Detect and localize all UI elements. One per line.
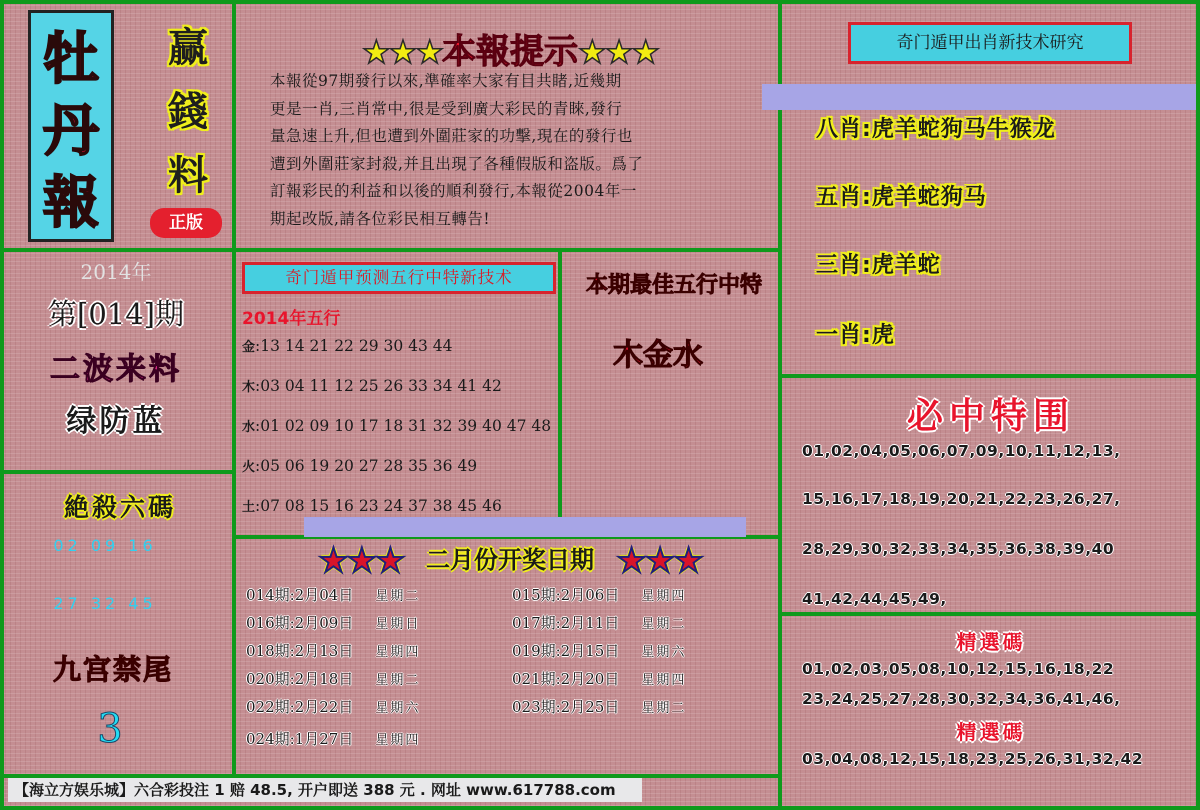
wuxing-row-numbers: :01 02 09 10 17 18 31 32 39 40 47 48 [255, 417, 552, 435]
wuxing-row-label: 木 [242, 380, 256, 395]
wuxing-row [242, 496, 502, 515]
wave-value: 绿防蓝 [66, 404, 166, 439]
wuxing-row-numbers: :13 14 21 22 29 30 43 44 [255, 337, 453, 355]
divider-left-1 [0, 470, 234, 474]
side-char-3: 料 [168, 152, 208, 199]
wuxing-row [242, 376, 502, 395]
divider-right-2 [780, 612, 1200, 616]
palace-tail-title: 九宫禁尾 [52, 653, 173, 686]
wuxing-row-numbers: :05 06 19 20 27 28 35 36 49 [255, 457, 478, 475]
divider-right-1 [780, 374, 1200, 378]
notice-body [270, 68, 772, 233]
draw-dates-title: 二月份开奖日期 [426, 546, 594, 574]
draw-date-entry: 020期:2月18日 星期二 [246, 670, 421, 688]
special-circle-title: 必中特围 [906, 396, 1075, 437]
notice-line: 量急速上升,但也遭到外圍莊家的功擊,現在的發行也 [270, 127, 633, 145]
selected-numbers-row: 03,04,08,12,15,18,23,25,26,31,32,42 [802, 750, 1144, 768]
wuxing-row-numbers: :03 04 11 12 25 26 33 34 41 42 [255, 377, 502, 395]
notice-line: 本報從97期發行以來,準確率大家有目共睹,近幾期 [270, 72, 622, 90]
star-icon-group-left: ★★★ [361, 33, 442, 71]
masthead-title-box [28, 10, 114, 242]
draw-date-entry: 022期:2月22日 星期六 [246, 698, 421, 716]
star-icon-group-right: ★★★ [616, 541, 702, 581]
wuxing-row [242, 416, 551, 435]
draw-dates-heading [244, 540, 776, 581]
special-circle-row: 28,29,30,32,33,34,35,36,38,39,40 [802, 540, 1115, 558]
side-char-2: 錢 [168, 88, 208, 135]
zodiac-row: 一肖:虎 [816, 323, 895, 348]
divider-top-row [0, 248, 780, 252]
draw-date-entry: 019期:2月15日 星期六 [512, 642, 687, 660]
special-circle-row: 15,16,17,18,19,20,21,22,23,26,27, [802, 490, 1121, 508]
genuine-badge: 正版 [150, 208, 222, 238]
divider-col-1 [232, 0, 236, 775]
kill-six-row: 27 32 45 [53, 594, 157, 613]
draw-date-entry: 017期:2月11日 星期二 [512, 614, 687, 632]
issue-number: 第[014]期 [48, 297, 184, 331]
divider-outer-top [0, 0, 1200, 4]
selected-numbers-row: 23,24,25,27,28,30,32,34,36,41,46, [802, 690, 1121, 708]
notice-line: 更是一肖,三肖常中,很是受到廣大彩民的青睞,發行 [270, 99, 623, 118]
notice-heading [240, 24, 780, 73]
zodiac-row: 三肖:虎羊蛇 [816, 253, 941, 278]
wuxing-row-label: 火 [242, 460, 256, 475]
draw-date-entry: 018期:2月13日 星期四 [246, 642, 421, 660]
draw-date-entry: 024期:1月27日 星期四 [246, 730, 421, 748]
wave-title: 二波来料 [50, 352, 182, 387]
notice-line: 期起改版,請各位彩民相互轉告! [270, 209, 491, 228]
notice-line: 訂報彩民的利益和以後的順利發行,本報從2004年一 [270, 182, 637, 200]
year-label: 2014年 [80, 260, 152, 284]
notice-line: 遭到外圍莊家封殺,并且出現了各種假版和盗版。爲了 [270, 154, 644, 173]
draw-date-entry: 016期:2月09日 星期日 [246, 614, 421, 632]
best-element-title: 本期最佳五行中特 [585, 273, 762, 298]
masthead-char-1: 牡 [43, 27, 99, 92]
zodiac-banner: 奇门遁甲出肖新技术研究 [848, 22, 1132, 64]
draw-date-entry: 014期:2月04日 星期二 [246, 586, 421, 604]
palace-tail-value: 3 [97, 706, 123, 752]
divider-outer-bottom [0, 806, 1200, 810]
divider-mid-v [558, 250, 562, 520]
zodiac-row: 八肖:虎羊蛇狗马牛猴龙 [816, 117, 1056, 142]
wuxing-row-label: 土 [242, 500, 256, 515]
wuxing-row-label: 水 [242, 420, 256, 435]
special-circle-row: 41,42,44,45,49, [802, 590, 947, 608]
star-icon-group-left: ★★★ [318, 541, 404, 581]
wuxing-row-numbers: :07 08 15 16 23 24 37 38 45 46 [255, 497, 502, 515]
wuxing-year-label: 2014年五行 [242, 309, 341, 329]
decor-strip-mid [304, 517, 746, 537]
decor-strip-top [762, 84, 1196, 110]
wuxing-banner: 奇门遁甲预测五行中特新技术 [242, 262, 556, 294]
kill-six-title: 絶殺六碼 [63, 493, 176, 522]
masthead-char-2: 丹 [43, 99, 99, 164]
star-icon-group-right: ★★★ [578, 33, 659, 71]
zodiac-row: 五肖:虎羊蛇狗马 [816, 185, 987, 210]
footer-advert: 【海立方娱乐城】六合彩投注 1 赔 48.5, 开户即送 388 元 . 网址 www.617788.com [8, 778, 642, 802]
draw-date-entry: 023期:2月25日 星期二 [512, 698, 687, 716]
selected-numbers-title: 精選碼 [956, 630, 1026, 654]
notice-title: 本報提示 [442, 32, 578, 72]
side-char-1: 赢 [168, 24, 208, 71]
draw-date-entry: 015期:2月06日 星期四 [512, 586, 687, 604]
special-circle-row: 01,02,04,05,06,07,09,10,11,12,13, [802, 442, 1121, 460]
wuxing-row [242, 336, 453, 355]
wuxing-row-label: 金 [242, 340, 256, 355]
selected-numbers-row: 01,02,03,05,08,10,12,15,16,18,22 [802, 660, 1115, 678]
masthead-char-3: 報 [43, 171, 99, 236]
draw-date-entry: 021期:2月20日 星期四 [512, 670, 687, 688]
wuxing-row [242, 456, 477, 475]
best-element-value: 木金水 [613, 338, 703, 373]
kill-six-row: 02 09 16 [53, 536, 157, 555]
selected-numbers-title: 精選碼 [956, 720, 1026, 744]
